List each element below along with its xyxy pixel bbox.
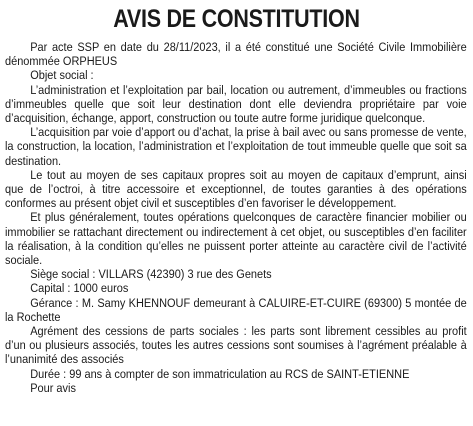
paragraph-siege-social: Siège social : VILLARS (42390) 3 rue des Genets bbox=[30, 267, 272, 282]
notice-body bbox=[5, 40, 467, 395]
paragraph-duree: Durée : 99 ans à compter de son immatriculation au RCS de SAINT-ETIENNE bbox=[30, 366, 410, 381]
paragraph-capitaux: Le tout au moyen de ses capitaux propres soit au moyen de capitaux d’emprunt, ainsi que de l’octroi, à titre accessoire et exceptionnel, de toutes garanties à des opérations conformes au présent objet civil et susceptibles d’en favoriser le développement. bbox=[5, 167, 467, 211]
paragraph-capital: Capital : 1000 euros bbox=[30, 281, 129, 296]
paragraph-pour-avis: Pour avis bbox=[30, 380, 76, 395]
paragraph-objet-social-heading: Objet social : bbox=[30, 68, 94, 83]
paragraph-gerance: Gérance : M. Samy KHENNOUF demeurant à CALUIRE-ET-CUIRE (69300) 5 montée de la Rochette bbox=[5, 295, 467, 324]
paragraph-operations: Et plus généralement, toutes opérations quelconques de caractère financier mobilier ou immobilier se rattachant directement ou indirectement à cet objet, ou susceptibles d’en faciliter la réalisation, à la condition qu’elles ne puissent porter atteinte au caractère civil de l’activité sociale. bbox=[5, 210, 467, 268]
paragraph-constitution: Par acte SSP en date du 28/11/2023, il a été constitué une Société Civile Immobilière dénommée ORPHEUS bbox=[5, 40, 467, 69]
paragraph-acquisition: L’acquisition par voie d’apport ou d’achat, la prise à bail avec ou sans promesse de vente, la construction, la location, l’administration et l’exploitation de tout immeuble quelle que soit sa destination. bbox=[5, 125, 467, 168]
notice-title: AVIS DE CONSTITUTION bbox=[113, 5, 360, 33]
paragraph-administration: L’administration et l’exploitation par bail, location ou autrement, d’immeubles ou fractions d’immeubles quelle que soit leur destination dont elle deviendra propriétaire par voie d’acquisition, échange, apport, construction ou toute autre forme juridique quelconque. bbox=[5, 82, 467, 126]
paragraph-agrement: Agrément des cessions de parts sociales : les parts sont librement cessibles au profit d’un ou plusieurs associés, toutes les autres cessions sont soumises à l’agrément préalable à l’unanimité des associés bbox=[5, 324, 467, 367]
